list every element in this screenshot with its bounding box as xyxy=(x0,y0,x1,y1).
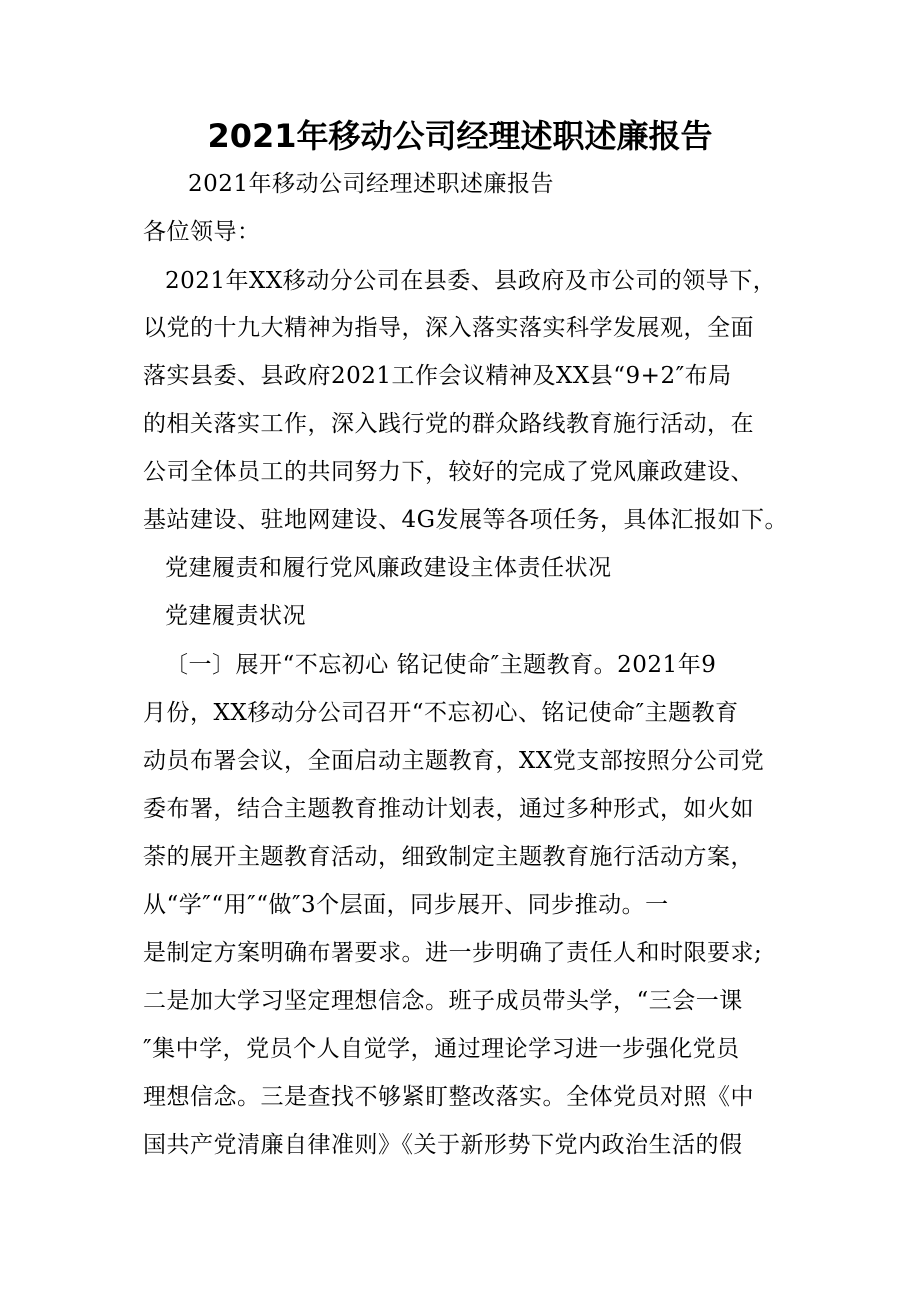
paragraph-line: 落实县委、县政府2021工作会议精神及XX县“9+2″布局 xyxy=(143,363,732,389)
subsection-heading: 党建履责状况 xyxy=(165,603,306,629)
paragraph-line: 动员布署会议，全面启动主题教育，XX党支部按照分公司党 xyxy=(143,748,765,774)
paragraph-line: 〔一〕展开“不忘初心 铭记使命″主题教育。2021年9 xyxy=(165,652,717,678)
paragraph-line: 理想信念。三是查找不够紧盯整改落实。全体党员对照《中 xyxy=(143,1084,754,1110)
paragraph-line: 的相关落实工作，深入践行党的群众路线教育施行活动，在 xyxy=(143,411,754,437)
paragraph-line: 公司全体员工的共同努力下，较好的完成了党风廉政建设、 xyxy=(143,459,754,485)
paragraph-line: 国共产党清廉自律准则》《关于新形势下党内政治生活的假 xyxy=(143,1132,743,1158)
paragraph-line: 是制定方案明确布署要求。进一步明确了责任人和时限要求; xyxy=(143,940,763,966)
paragraph-line: 委布署，结合主题教育推动计划表，通过多种形式，如火如 xyxy=(143,796,754,822)
document-title: 2021年移动公司经理述职述廉报告 xyxy=(207,117,713,155)
paragraph-line: 月份，XX移动分公司召开“不忘初心、铭记使命″主题教育 xyxy=(143,700,739,726)
document-subtitle: 2021年移动公司经理述职述廉报告 xyxy=(188,171,555,197)
paragraph-line: ″集中学，党员个人自觉学，通过理论学习进一步强化党员 xyxy=(143,1036,740,1062)
section-heading: 党建履责和履行党风廉政建设主体责任状况 xyxy=(165,555,612,581)
paragraph-line: 荼的展开主题教育活动，细致制定主题教育施行活动方案， xyxy=(143,844,754,870)
paragraph-line: 二是加大学习坚定理想信念。班子成员带头学，“三会一课 xyxy=(143,988,743,1014)
paragraph-line: 基站建设、驻地网建设、4G发展等各项任务，具体汇报如下。 xyxy=(143,507,789,533)
paragraph-line: 以党的十九大精神为指导，深入落实落实科学发展观，全面 xyxy=(143,315,754,341)
paragraph-line: 2021年XX移动分公司在县委、县政府及市公司的领导下， xyxy=(165,268,777,294)
paragraph-line: 从“学″“用″“做″3个层面，同步展开、同步推动。一 xyxy=(143,892,669,918)
salutation: 各位领导： xyxy=(143,219,261,245)
